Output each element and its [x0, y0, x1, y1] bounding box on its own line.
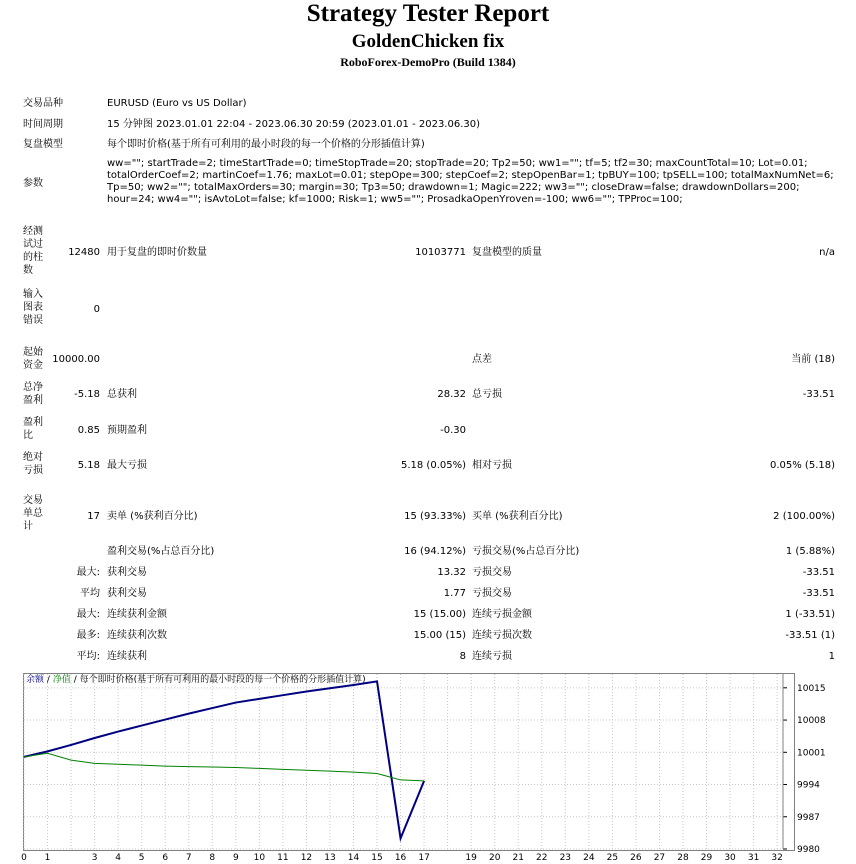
expert-name: GoldenChicken fix [351, 31, 505, 52]
chart-grid [24, 674, 783, 849]
loss-trades-label: 亏损交易(%占总百分比) [472, 546, 580, 557]
loss-trades-value: 1 (5.88%) [785, 546, 835, 557]
average-loss-value: -33.51 [802, 588, 835, 599]
x-tick-label: 24 [583, 853, 595, 863]
max-consecutive-win-value: 15 (15.00) [413, 609, 466, 620]
abs-drawdown-label: 绝对亏损 [23, 452, 43, 476]
x-tick-label: 23 [559, 853, 572, 863]
model-value: 每个即时价格(基于所有可利用的最小时段的每一个价格的分形插值计算) [107, 139, 425, 150]
profit-trades-value: 16 (94.12%) [404, 546, 466, 557]
short-trades-value: 15 (93.33%) [404, 511, 466, 522]
x-tick-label: 29 [700, 853, 713, 863]
average-win-label: 获利交易 [107, 588, 147, 599]
expected-payoff-value: -0.30 [440, 425, 466, 436]
gross-profit-value: 28.32 [437, 389, 466, 400]
chart-series [24, 681, 424, 838]
x-tick-label: 15 [371, 853, 383, 863]
max-consecutive-prefix: 最大: [76, 609, 100, 620]
x-tick-label: 3 [91, 853, 98, 863]
x-tick-label: 22 [536, 853, 548, 863]
profit-factor-value: 0.85 [77, 425, 100, 436]
errors-value: 0 [93, 304, 100, 315]
quality-label: 复盘模型的质量 [472, 247, 542, 258]
params-label: 参数 [23, 178, 43, 189]
x-tick-label: 4 [115, 853, 122, 863]
period-value: 15 分钟图 2023.01.01 22:04 - 2023.06.30 20:59 (2023.01.01 - 2023.06.30) [107, 119, 481, 130]
max-drawdown-value: 5.18 (0.05%) [400, 460, 466, 471]
x-tick-label: 0 [21, 853, 27, 863]
x-tick-label: 32 [771, 853, 783, 863]
ticks-label: 用于复盘的即时价数量 [107, 247, 207, 258]
abs-drawdown-value: 5.18 [77, 460, 100, 471]
server-name: RoboForex-DemoPro (Build 1384) [340, 55, 516, 69]
period-label: 时间周期 [23, 119, 63, 130]
largest-win-label: 获利交易 [107, 567, 147, 578]
x-tick-label: 19 [465, 853, 477, 863]
y-tick-label: 9987 [797, 812, 820, 823]
avg-consecutive-prefix: 平均: [76, 651, 100, 662]
gross-loss-value: -33.51 [802, 389, 835, 400]
legend-separator: / [46, 675, 50, 685]
x-tick-label: 9 [232, 853, 239, 863]
profit-factor-label: 盈利比 [23, 417, 43, 441]
average-win-value: 1.77 [443, 588, 466, 599]
total-trades-label: 交易单总计 [23, 495, 43, 532]
net-profit-label: 总净盈利 [23, 382, 43, 406]
avg-consecutive-win-value: 8 [459, 651, 466, 662]
expected-payoff-label: 预期盈利 [107, 425, 147, 436]
legend-balance: 余额 [26, 675, 45, 685]
bars-label: 经测试过的柱数 [23, 226, 43, 276]
average-loss-label: 亏损交易 [472, 588, 512, 599]
x-tick-label: 14 [347, 853, 360, 863]
x-tick-label: 13 [324, 853, 336, 863]
avg-consecutive-win-label: 连续获利 [107, 651, 147, 662]
gross-loss-label: 总亏损 [472, 389, 502, 400]
deposit-label: 起始资金 [23, 347, 43, 371]
x-tick-label: 20 [488, 853, 501, 863]
y-tick-label: 10015 [797, 683, 826, 694]
y-tick-label: 9980 [797, 845, 820, 855]
y-tick-label: 10008 [797, 716, 826, 727]
x-tick-label: 30 [724, 853, 736, 863]
max-drawdown-label: 最大亏损 [107, 460, 147, 471]
rel-drawdown-label: 相对亏损 [472, 460, 512, 471]
spread-label: 点差 [472, 354, 492, 365]
largest-loss-value: -33.51 [802, 567, 835, 578]
x-tick-label: 31 [747, 853, 760, 863]
params-value: ww=""; startTrade=2; timeStartTrade=0; timeStopTrade=20; stopTrade=20; Tp2=50; ww1=""; tf=5; tf2=30; maxCountTotal=10; Lot=0.01; totalOrderCoef=2; martinCoef=1.76; maxLot=0.01; stepOpe=300; stepCoef=2; stepOpenBar=1; tpBUY=100; tpSELL=100; totalMaxNumNet=6; Tp=50; ww2=""; totalMaxOrders=30; margin=30; Tp3=50; drawdown=1; Magic=222; ww3=""; closeDraw=false; drawdownDollars=200; hour=24; ww4=""; isAvtoLot=false; kf=1000; Risk=1; ww5=""; ProsadkaOpenYroven=-100; ww6=""; TPProc=100; [107, 158, 834, 205]
gross-profit-label: 总获利 [107, 389, 137, 400]
x-tick-label: 16 [394, 853, 407, 863]
quality-value: n/a [819, 247, 835, 258]
legend-model: / 每个即时价格(基于所有可利用的最小时段的每一个价格的分形插值计算) [73, 675, 366, 685]
x-tick-label: 12 [300, 853, 313, 863]
largest-win-value: 13.32 [437, 567, 466, 578]
x-tick-label: 7 [185, 853, 192, 863]
svg-text:余额 / 净值 / 每个即时价格(基 [26, 673, 366, 685]
symbol-label: 交易品种 [23, 98, 63, 109]
x-tick-label: 5 [138, 853, 145, 863]
legend-equity: 净值 [52, 675, 71, 685]
max-consecutive-loss-value: 1 (-33.51) [785, 609, 835, 620]
net-profit-value: -5.18 [74, 389, 100, 400]
y-tick-label: 9994 [797, 780, 820, 791]
long-trades-value: 2 (100.00%) [773, 511, 835, 522]
x-tick-label: 17 [418, 853, 430, 863]
errors-label: 输入图表错误 [23, 289, 43, 326]
largest-loss-label: 亏损交易 [472, 567, 512, 578]
x-tick-label: 6 [162, 853, 169, 863]
most-consecutive-loss-value: -33.51 (1) [785, 630, 835, 641]
chart-y-axis [783, 674, 826, 855]
profit-trades-label: 盈利交易(%占总百分比) [107, 546, 215, 557]
x-tick-label: 26 [630, 853, 642, 863]
x-tick-label: 25 [606, 853, 619, 863]
x-tick-label: 28 [677, 853, 689, 863]
ticks-value: 10103771 [415, 247, 466, 258]
chart-x-axis [21, 853, 783, 863]
largest-prefix: 最大: [76, 567, 100, 578]
max-consecutive-loss-label: 连续亏损金额 [472, 609, 532, 620]
most-consecutive-win-value: 15.00 (15) [413, 630, 466, 641]
most-consecutive-loss-label: 连续亏损次数 [472, 630, 532, 641]
x-tick-label: 8 [209, 853, 216, 863]
max-consecutive-win-label: 连续获利金额 [107, 609, 167, 620]
equity-line [24, 753, 424, 781]
x-tick-label: 11 [277, 853, 289, 863]
report-title: Strategy Tester Report [306, 0, 550, 27]
x-tick-label: 21 [512, 853, 524, 863]
x-tick-label: 27 [653, 853, 666, 863]
bars-value: 12480 [68, 247, 100, 258]
model-label: 复盘模型 [23, 139, 63, 150]
balance-line [24, 681, 424, 838]
short-trades-label: 卖单 (%获利百分比) [107, 511, 198, 522]
avg-consecutive-loss-label: 连续亏损 [472, 651, 512, 662]
x-tick-label: 1 [44, 853, 51, 863]
most-consecutive-win-label: 连续获利次数 [107, 630, 167, 641]
most-consecutive-prefix: 最多: [76, 630, 100, 641]
y-tick-label: 10001 [797, 748, 826, 759]
long-trades-label: 买单 (%获利百分比) [472, 511, 563, 522]
avg-consecutive-loss-value: 1 [828, 651, 835, 662]
total-trades-value: 17 [87, 511, 100, 522]
symbol-value: EURUSD (Euro vs US Dollar) [107, 98, 247, 109]
x-tick-label: 10 [253, 853, 266, 863]
average-prefix: 平均 [80, 588, 100, 599]
deposit-value: 10000.00 [52, 354, 100, 365]
rel-drawdown-value: 0.05% (5.18) [769, 460, 835, 471]
spread-value: 当前 (18) [791, 354, 835, 365]
